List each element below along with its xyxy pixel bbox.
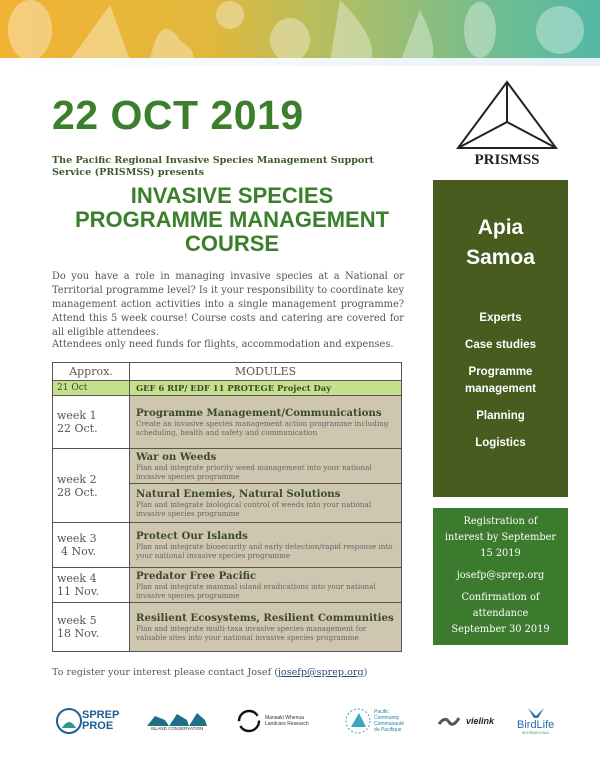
decorative-banner [0,0,600,62]
event-date: 22 OCT 2019 [52,92,304,138]
feature-item: Programme management [465,366,536,395]
landcare-text: Landcare Research [265,720,309,727]
row-title: GEF 6 RIP/ EDF 11 PROTEGE Project Day [130,381,402,396]
intro-paragraph: Do you have a role in managing invasive species at a National or Territorial programme level? Is it your responsibility to coordinate key management action activities into a single management programme? Attend this 5 week course! Course costs and catering are covered for all eligible attendees. [52,271,404,338]
module-cell [130,603,402,652]
sprep-text: SPREP [82,708,120,721]
module-cell [130,396,402,449]
proe-text: PROE [82,719,114,732]
module-title: War on Weeds [136,451,217,463]
spc-emblem-icon [345,707,371,735]
row-week [53,603,130,652]
module-title: Protect Our Islands [136,530,248,542]
header-modules: MODULES [130,363,402,381]
feature-item: Experts [479,312,522,324]
header-approx: Approx. [53,363,130,381]
manaaki-text: Manaaki Whenua [265,714,304,721]
week-label: week 1 [57,409,97,422]
sprep-island-icon [56,706,82,736]
island-conservation-text: ISLAND CONSERVATION [150,726,204,731]
module-desc: Plan and integrate mammal island eradications into your national invasive species programme [136,582,376,600]
week-label: week 3 [57,532,97,545]
table-row [53,449,402,484]
vielink-text: vielink [466,715,495,726]
modules-table [52,362,402,652]
module-desc: Plan and integrate priority weed management into your national invasive species programme [136,463,372,481]
row-week [53,449,130,523]
contact-email-link[interactable]: josefp@sprep.org [277,667,364,678]
triangle-logo-icon [452,80,562,152]
sprep-logo [56,698,119,743]
banner-fade [0,58,600,66]
module-desc: Plan and integrate biosecurity and early detection/rapid response into your national invasive species programme [136,542,393,560]
week-date: 11 Nov. [57,585,100,598]
table-header [53,363,402,381]
title-line: PROGRAMME MANAGEMENT [74,207,390,232]
prismss-logo [452,80,562,170]
title-line: COURSE [184,231,280,256]
course-title [52,184,412,256]
module-cell [130,449,402,484]
contact-close: ) [363,667,368,678]
feature-item: Planning [476,410,525,422]
vielink-swirl-icon [437,714,461,728]
contact-line [52,667,367,678]
module-desc: Plan and integrate biological control of weeds into your national invasive species programme [136,500,372,518]
partner-logos [52,698,572,743]
module-desc: Plan and integrate multi-taxa invasive species management for valuable sites into your national invasive species programme [136,624,367,642]
module-cell [130,568,402,603]
location-features-panel [433,180,568,497]
manaaki-circle-icon [237,708,261,734]
row-week [53,396,130,449]
row-date: 21 Oct [53,381,130,396]
registration-deadline: Registration of interest by September 15 2019 [444,516,557,559]
contact-text: To register your interest please contact Josef ( [52,667,278,678]
registration-panel [433,508,568,645]
presenter-text: The Pacific Regional Invasive Species Management Support Service (PRISMSS) presents [52,155,374,178]
week-date: 4 Nov. [61,545,97,558]
spc-logo [345,698,410,743]
location-city: Apia [477,216,524,239]
module-title: Natural Enemies, Natural Solutions [136,488,341,500]
feature-item: Logistics [475,437,526,449]
week-label: week 5 [57,614,97,627]
registration-email[interactable]: josefp@sprep.org [456,570,545,581]
vielink-logo [437,698,494,743]
week-label: week 2 [57,472,97,486]
title-line: INVASIVE SPECIES [130,183,334,208]
row-week [53,568,130,603]
module-desc: Create an invasive species management action programme including scheduling, health and safety and communication [136,419,389,437]
bird-icon [526,706,546,720]
module-cell [130,523,402,568]
attendee-note: Attendees only need funds for flights, accommodation and expenses. [52,339,394,350]
spc-fr-text: Communauté du Pacifique [374,720,405,733]
location-country: Samoa [466,246,535,269]
table-row [53,523,402,568]
manaaki-whenua-logo [237,698,309,743]
table-row [53,568,402,603]
birdlife-text: BirdLife [517,719,555,731]
module-title: Predator Free Pacific [136,570,257,582]
birdlife-logo [517,698,554,743]
island-conservation-logo [147,698,207,743]
feature-item: Case studies [465,339,536,351]
prismss-logo-text: PRISMSS [474,152,540,168]
week-date: 28 Oct. [57,485,98,499]
table-row [53,396,402,449]
week-date: 18 Nov. [57,627,100,640]
pacific-motif-icon [0,0,600,62]
module-title: Resilient Ecosystems, Resilient Communities [136,612,394,624]
module-cell [130,484,402,523]
table-row [53,603,402,652]
island-seals-icon [147,710,207,726]
birdlife-sub-text: INTERNATIONAL [521,731,550,735]
spc-text: Pacific Community [374,708,400,721]
week-label: week 4 [57,572,97,585]
row-week [53,523,130,568]
table-row-project-day [53,381,402,396]
confirmation-deadline: Confirmation of attendance September 30 2019 [451,592,550,635]
week-date: 22 Oct. [57,422,98,435]
module-title: Programme Management/Communications [136,407,382,419]
